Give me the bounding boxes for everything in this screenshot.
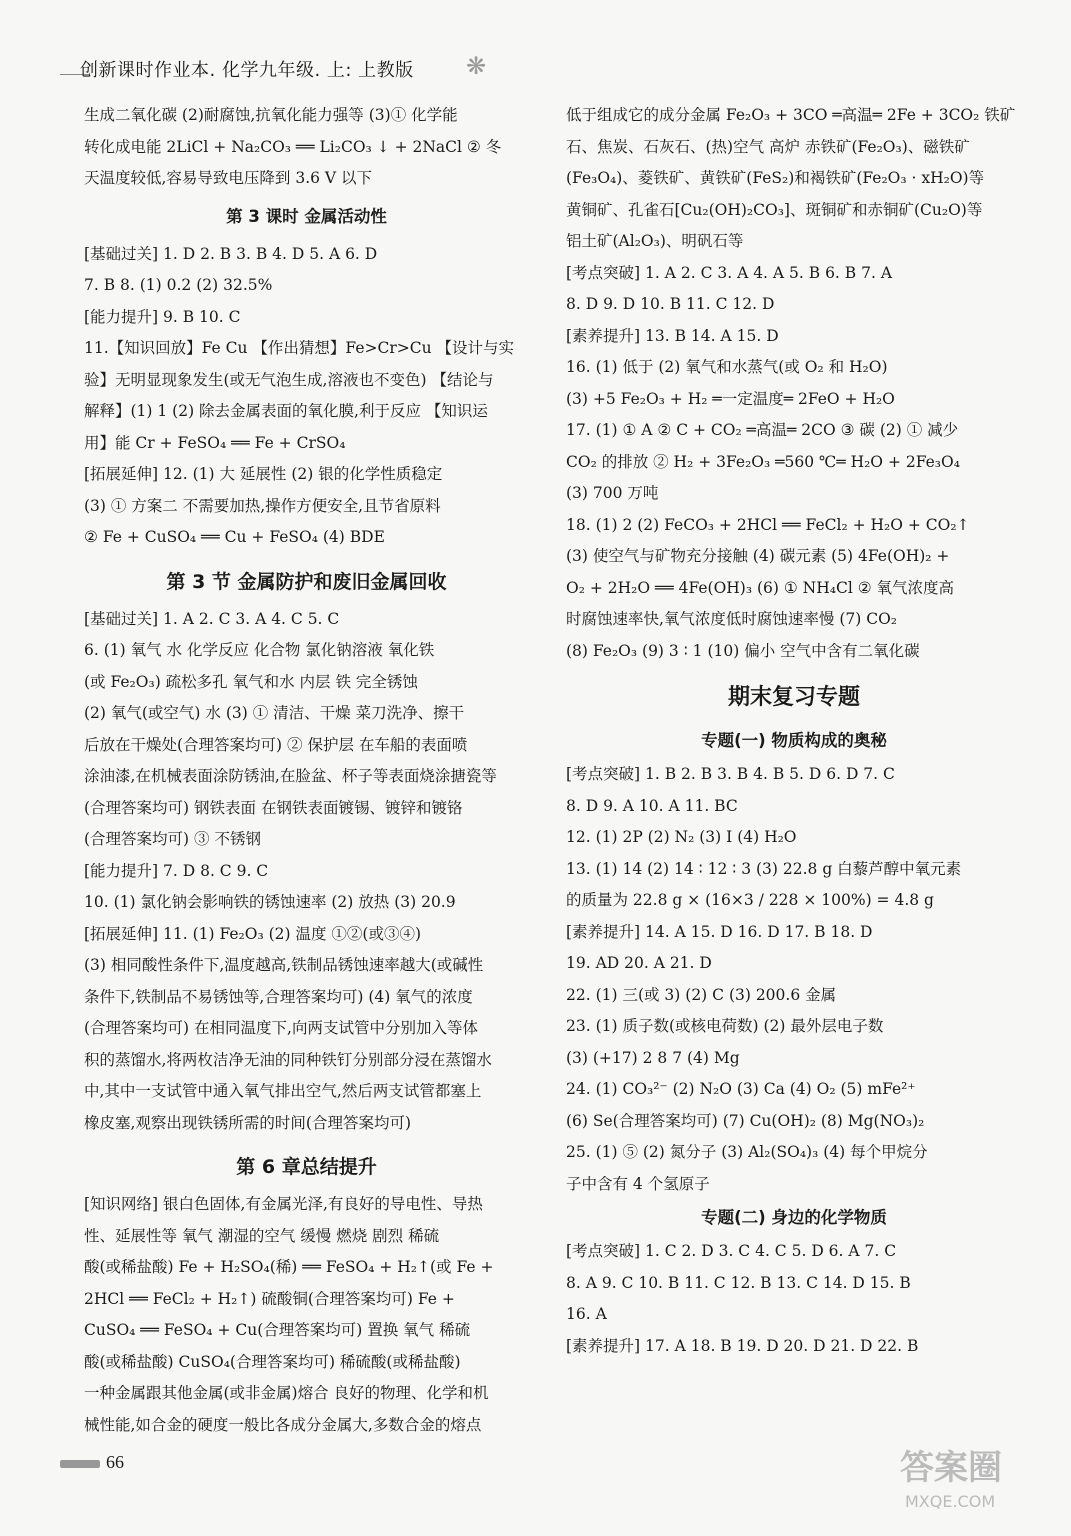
answer-line: 8. D 9. A 10. A 11. BC — [566, 796, 738, 815]
answer-line: (2) 氧气(或空气) 水 (3) ① 清洁、干燥 菜刀洗净、擦干 — [84, 704, 465, 722]
answer-line: 的质量为 22.8 g × (16×3 / 228 × 100%) = 4.8 g — [566, 891, 934, 909]
answer-line: (Fe₃O₄)、菱铁矿、黄铁矿(FeS₂)和褐铁矿(Fe₂O₃ · xH₂O)等 — [566, 169, 985, 187]
watermark-logo: 答案圈 — [900, 1448, 1002, 1488]
lesson-title: 第 3 课时 金属活动性 — [226, 206, 387, 226]
answer-line: CO₂ 的排放 ② H₂ + 3Fe₂O₃ ═560 ℃═ H₂O + 2Fe₃O₄ — [566, 452, 960, 471]
answer-line: 条件下,铁制品不易锈蚀等,合理答案均可) (4) 氧气的浓度 — [84, 987, 473, 1006]
answers-block — [566, 759, 1022, 1200]
answer-line: 11.【知识回放】Fe Cu 【作出猜想】Fe>Cr>Cu 【设计与实 — [84, 339, 515, 357]
answer-line: 酸(或稀盐酸) CuSO₄(合理答案均可) 稀硫酸(或稀盐酸) — [84, 1352, 461, 1371]
answer-line: 23. (1) 质子数(或核电荷数) (2) 最外层电子数 — [566, 1017, 884, 1035]
answer-line: [拓展延伸] 12. (1) 大 延展性 (2) 银的化学性质稳定 — [84, 465, 443, 483]
page-number: 66 — [106, 1452, 124, 1472]
answer-line: [知识网络] 银白色固体,有金属光泽,有良好的导电性、导热 — [84, 1195, 483, 1213]
answer-line: 用】能 Cr + FeSO₄ ══ Fe + CrSO₄ — [84, 433, 346, 452]
answer-line: 8. D 9. D 10. B 11. C 12. D — [566, 295, 775, 313]
answer-line: O₂ + 2H₂O ══ 4Fe(OH)₃ (6) ① NH₄Cl ② 氧气浓度高 — [566, 578, 955, 597]
answer-line: 中,其中一支试管中通入氧气排出空气,然后两支试管都塞上 — [84, 1082, 482, 1100]
answer-line: 解释】(1) 1 (2) 除去金属表面的氧化膜,利于反应 【知识运 — [84, 402, 488, 420]
answer-line: 后放在干燥处(合理答案均可) ② 保护层 在车船的表面喷 — [84, 735, 468, 754]
answer-line: (3) (+17) 2 8 7 (4) Mg — [566, 1048, 740, 1067]
watermark-url: MXQE.COM — [905, 1492, 996, 1511]
answer-line: CuSO₄ ══ FeSO₄ + Cu(合理答案均可) 置换 氧气 稀硫 — [84, 1321, 471, 1339]
answer-line: (合理答案均可) 钢铁表面 在钢铁表面镀锡、镀锌和镀铬 — [84, 798, 463, 817]
answer-line: 17. (1) ① A ② C + CO₂ ═高温═ 2CO ③ 碳 (2) ① 减少 — [566, 421, 959, 439]
answer-line: 性、延展性等 氧气 潮湿的空气 缓慢 燃烧 剧烈 稀硫 — [84, 1226, 440, 1245]
answer-line: (合理答案均可) 在相同温度下,向两支试管中分别加入等体 — [84, 1019, 478, 1037]
answer-line: 时腐蚀速率快,氧气浓度低时腐蚀速率慢 (7) CO₂ — [566, 610, 898, 628]
answer-line: (3) 使空气与矿物充分接触 (4) 碳元素 (5) 4Fe(OH)₂ + — [566, 547, 950, 565]
answer-line: 黄铜矿、孔雀石[Cu₂(OH)₂CO₃]、斑铜矿和赤铜矿(Cu₂O)等 — [566, 200, 983, 219]
answers-block — [566, 100, 1022, 667]
section-title: 第 6 章总结提升 — [236, 1156, 377, 1178]
left-column — [84, 100, 529, 1441]
answer-line: 天温度较低,容易导致电压降到 3.6 V 以下 — [84, 169, 373, 187]
answer-line: 12. (1) 2P (2) N₂ (3) I (4) H₂O — [566, 828, 797, 846]
answer-line: [素养提升] 17. A 18. B 19. D 20. D 21. D 22. B — [566, 1336, 919, 1355]
answer-line: 橡皮塞,观察出现铁锈所需的时间(合理答案均可) — [84, 1113, 412, 1132]
answer-line: 16. A — [566, 1305, 607, 1323]
section-title: 第 3 节 金属防护和废旧金属回收 — [166, 570, 447, 593]
answer-line: 16. (1) 低于 (2) 氧气和水蒸气(或 O₂ 和 H₂O) — [566, 358, 888, 376]
answer-line: 生成二氧化碳 (2)耐腐蚀,抗氧化能力强等 (3)① 化学能 — [84, 106, 458, 124]
answer-line: [素养提升] 13. B 14. A 15. D — [566, 326, 779, 345]
answer-line: 13. (1) 14 (2) 14 ∶ 12 ∶ 3 (3) 22.8 g 白藜芦醇中氧元素 — [566, 859, 962, 878]
answers-block — [84, 604, 529, 1140]
answer-line: 2HCl ══ FeCl₂ + H₂↑) 硫酸铜(合理答案均可) Fe + — [84, 1289, 455, 1308]
answer-line: [考点突破] 1. C 2. D 3. C 4. C 5. D 6. A 7. C — [566, 1242, 897, 1260]
answer-line: (或 Fe₂O₃) 疏松多孔 氧气和水 内层 铁 完全锈蚀 — [84, 672, 418, 691]
answer-line: 24. (1) CO₃²⁻ (2) N₂O (3) Ca (4) O₂ (5) mFe²⁺ — [566, 1080, 916, 1098]
answer-line: (8) Fe₂O₃ (9) 3 ∶ 1 (10) 偏小 空气中含有二氧化碳 — [566, 641, 920, 660]
answer-line: 10. (1) 氯化钠会影响铁的锈蚀速率 (2) 放热 (3) 20.9 — [84, 893, 456, 911]
answer-line: 酸(或稀盐酸) Fe + H₂SO₄(稀) ══ FeSO₄ + H₂↑(或 Fe + — [84, 1258, 494, 1276]
right-column — [566, 100, 1022, 1362]
answer-line: [能力提升] 9. B 10. C — [84, 307, 241, 326]
answers-block — [84, 239, 529, 554]
answers-block — [84, 1189, 529, 1441]
answers-block — [566, 1236, 1022, 1362]
flower-ornament-icon: ❋ — [466, 52, 487, 80]
answer-line: (3) ① 方案二 不需要加热,操作方便安全,且节省原料 — [84, 496, 441, 515]
book-header-title: 创新课时作业本. 化学九年级. 上: 上教版 — [80, 60, 414, 81]
answer-line: [拓展延伸] 11. (1) Fe₂O₃ (2) 温度 ①②(或③④) — [84, 924, 422, 943]
answer-line: 子中含有 4 个氢原子 — [566, 1174, 710, 1193]
answer-line: (3) +5 Fe₂O₃ + H₂ ═一定温度═ 2FeO + H₂O — [566, 389, 895, 408]
answer-line: 铝土矿(Al₂O₃)、明矾石等 — [566, 232, 744, 250]
answer-line: 7. B 8. (1) 0.2 (2) 32.5% — [84, 276, 273, 294]
answer-line: 涂油漆,在机械表面涂防锈油,在脸盆、杯子等表面烧涂搪瓷等 — [84, 767, 497, 785]
answer-line: 18. (1) 2 (2) FeCO₃ + 2HCl ══ FeCl₂ + H₂O + CO₂↑ — [566, 515, 970, 534]
answer-line: [考点突破] 1. B 2. B 3. B 4. B 5. D 6. D 7. C — [566, 765, 895, 783]
answer-line: [考点突破] 1. A 2. C 3. A 4. A 5. B 6. B 7. A — [566, 263, 893, 282]
answer-line: 低于组成它的成分金属 Fe₂O₃ + 3CO ═高温═ 2Fe + 3CO₂ 铁矿 — [566, 106, 1016, 124]
answers-block — [84, 100, 529, 195]
answer-line: (合理答案均可) ③ 不锈钢 — [84, 830, 261, 848]
answer-line: (3) 相同酸性条件下,温度越高,铁制品锈蚀速率越大(或碱性 — [84, 956, 484, 974]
topic-title: 专题(一) 物质构成的奥秘 — [701, 731, 887, 750]
answer-line: ② Fe + CuSO₄ ══ Cu + FeSO₄ (4) BDE — [84, 528, 385, 546]
topic-title: 专题(二) 身边的化学物质 — [701, 1208, 887, 1227]
answer-line: 转化成电能 2LiCl + Na₂CO₃ ══ Li₂CO₃ ↓ + 2NaCl ② 冬 — [84, 137, 502, 156]
answer-line: [基础过关] 1. A 2. C 3. A 4. C 5. C — [84, 609, 340, 628]
answer-line: [素养提升] 14. A 15. D 16. D 17. B 18. D — [566, 922, 873, 941]
answer-line: 验】无明显现象发生(或无气泡生成,溶液也不变色) 【结论与 — [84, 370, 494, 389]
answer-line: 一种金属跟其他金属(或非金属)熔合 良好的物理、化学和机 — [84, 1384, 489, 1402]
answer-line: 石、焦炭、石灰石、(热)空气 高炉 赤铁矿(Fe₂O₃)、磁铁矿 — [566, 137, 970, 156]
answer-line: (3) 700 万吨 — [566, 484, 659, 502]
answer-line: 积的蒸馏水,将两枚洁净无油的同种铁钉分别部分浸在蒸馏水 — [84, 1050, 492, 1069]
answer-line: [能力提升] 7. D 8. C 9. C — [84, 861, 269, 880]
answer-line: 22. (1) 三(或 3) (2) C (3) 200.6 金属 — [566, 985, 837, 1004]
answer-line: 6. (1) 氧气 水 化学反应 化合物 氯化钠溶液 氧化铁 — [84, 641, 435, 659]
answer-line: 8. A 9. C 10. B 11. C 12. B 13. C 14. D 15. B — [566, 1273, 911, 1292]
review-title: 期末复习专题 — [727, 685, 860, 710]
page-marker — [60, 1460, 100, 1468]
answer-line: 25. (1) ⑤ (2) 氮分子 (3) Al₂(SO₄)₃ (4) 每个甲烷分 — [566, 1143, 928, 1161]
answer-line: 19. AD 20. A 21. D — [566, 954, 712, 972]
answer-line: 械性能,如合金的硬度一般比各成分金属大,多数合金的熔点 — [84, 1415, 482, 1434]
answer-line: [基础过关] 1. D 2. B 3. B 4. D 5. A 6. D — [84, 244, 378, 263]
answer-line: (6) Se(合理答案均可) (7) Cu(OH)₂ (8) Mg(NO₃)₂ — [566, 1111, 925, 1130]
